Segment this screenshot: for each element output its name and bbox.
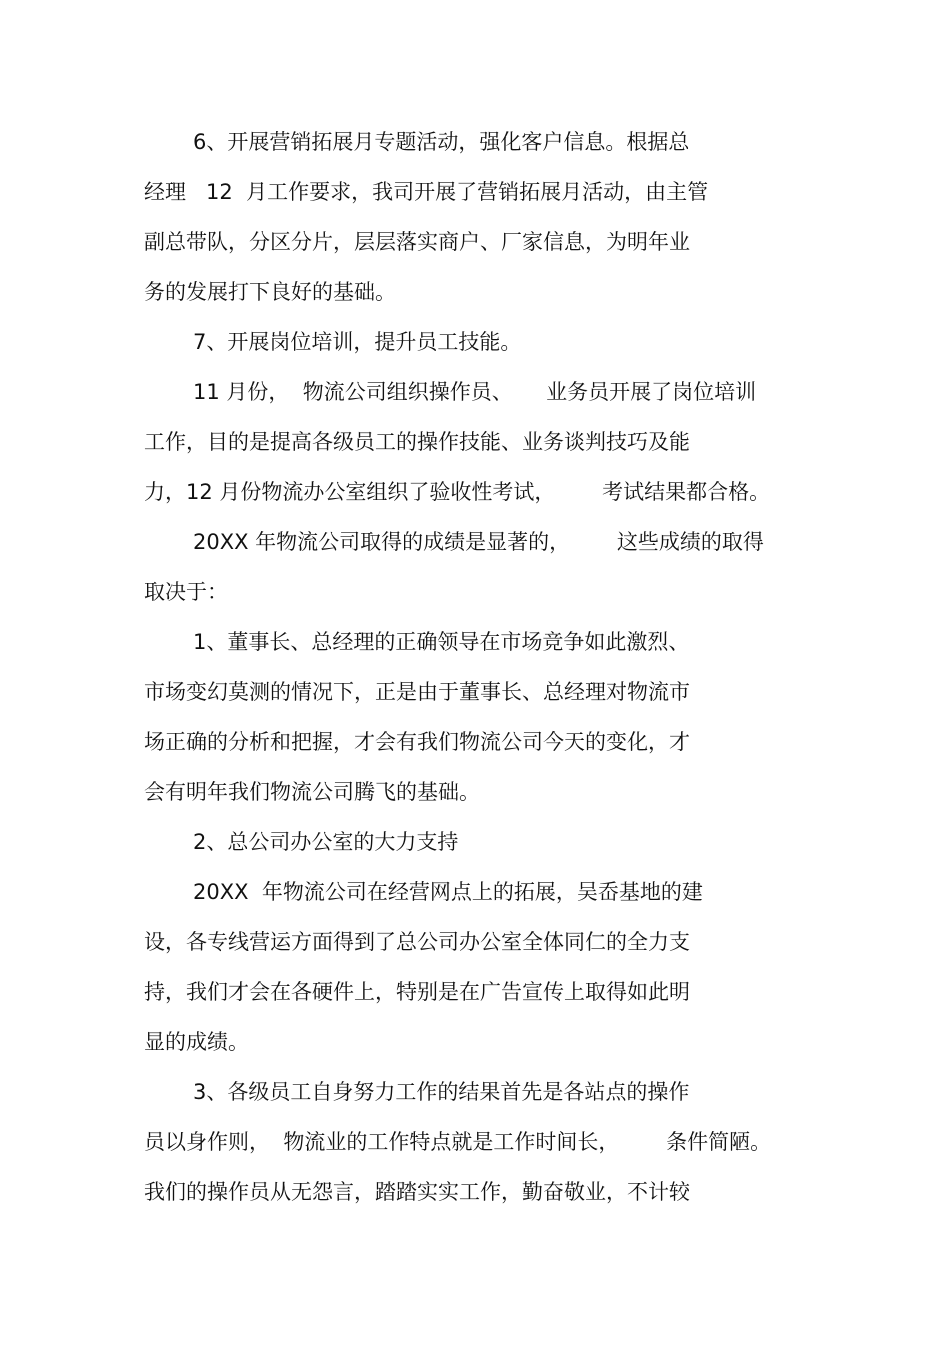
point-1-line-1: 1、董事长、总经理的正确领导在市场竞争如此激烈、 (193, 630, 690, 654)
paragraph-6-line-4: 务的发展打下良好的基础。 (144, 280, 396, 304)
point-2-heading: 2、总公司办公室的大力支持 (193, 830, 459, 854)
heading-7: 7、开展岗位培训，提升员工技能。 (193, 330, 522, 354)
paragraph-6-line-1: 6、开展营销拓展月专题活动，强化客户信息。根据总 (193, 130, 690, 154)
point-2-line-1: 20XX 年物流公司在经营网点上的拓展，吴岙基地的建 (193, 880, 703, 904)
point-3-line-1: 3、各级员工自身努力工作的结果首先是各站点的操作 (193, 1080, 690, 1104)
point-1-line-3: 场正确的分析和把握，才会有我们物流公司今天的变化，才 (144, 730, 690, 754)
point-1-line-4: 会有明年我们物流公司腾飞的基础。 (144, 780, 480, 804)
point-1-line-2: 市场变幻莫测的情况下，正是由于董事长、总经理对物流市 (144, 680, 690, 704)
point-2-line-2: 设，各专线营运方面得到了总公司办公室全体同仁的全力支 (144, 930, 690, 954)
point-2-line-3: 持，我们才会在各硬件上，特别是在广告宣传上取得如此明 (144, 980, 690, 1004)
paragraph-achievements-line-2: 取决于： (144, 580, 228, 604)
paragraph-training-line-3: 力，12 月份物流办公室组织了验收性考试， 考试结果都合格。 (144, 480, 771, 504)
paragraph-training-line-2: 工作，目的是提高各级员工的操作技能、业务谈判技巧及能 (144, 430, 690, 454)
paragraph-achievements-line-1: 20XX 年物流公司取得的成绩是显著的， 这些成绩的取得 (193, 530, 764, 554)
paragraph-training-line-1: 11 月份， 物流公司组织操作员、 业务员开展了岗位培训 (193, 380, 757, 404)
point-3-line-2: 员以身作则， 物流业的工作特点就是工作时间长， 条件简陋。 (144, 1130, 772, 1154)
paragraph-6-line-2: 经理 12 月工作要求，我司开展了营销拓展月活动，由主管 (144, 180, 709, 204)
point-2-line-4: 显的成绩。 (144, 1030, 249, 1054)
paragraph-6-line-3: 副总带队，分区分片，层层落实商户、厂家信息，为明年业 (144, 230, 690, 254)
point-3-line-3: 我们的操作员从无怨言，踏踏实实工作，勤奋敬业，不计较 (144, 1180, 690, 1204)
